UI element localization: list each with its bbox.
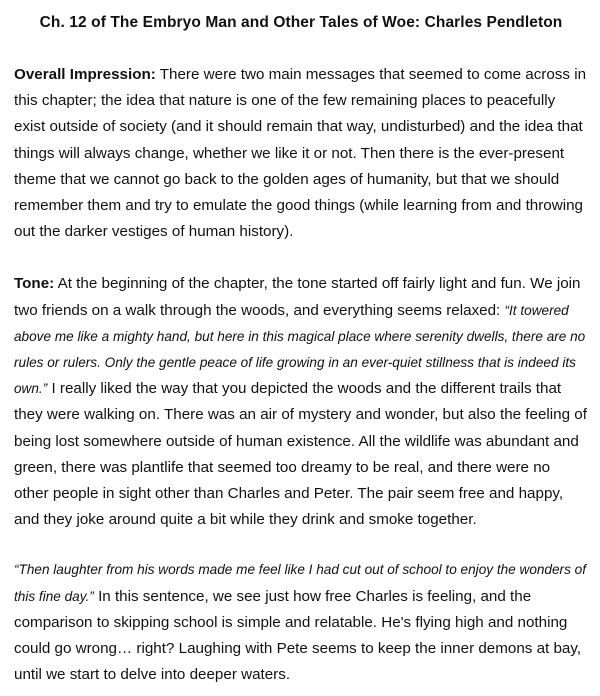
tone-text-after: I really liked the way that you depicted the woods and the different trails that they were walking on. There was an air of mystery and wonder, but also the feeling of being lost somewhere outside of human existence. All the wildlife was abundant and green, there was plantlife that seemed too dreamy to be real, and there were no other people in sight other than Charles and Peter. The pair seem free and happy, and they joke around quite a bit while they drink and smoke together. <box>14 380 587 529</box>
tone-quote: “It towered above me like a mighty hand, but here in this magical place where serenity dwells, there are no rules or rulers. Only the gentle peace of life growing in an ever-quiet stillness that is indeed its own.” <box>14 302 586 397</box>
tone-paragraph <box>14 271 588 533</box>
laughter-text-after: In this sentence, we see just how free Charles is feeling, and the comparison to skipping school is simple and relatable. He's flying high and nothing could go wrong… right? Laughing with Pete seems to keep the inner demons at bay, until we start to delve into deeper waters. <box>14 587 582 684</box>
overall-impression-paragraph <box>14 62 588 245</box>
overall-impression-label: Overall Impression: <box>14 66 156 83</box>
tone-text: At the beginning of the chapter, the tone started off fairly light and fun. We join two friends on a walk through the woods, and everything seems relaxed: <box>14 275 581 319</box>
laughter-paragraph <box>14 557 588 688</box>
document-title: Ch. 12 of The Embryo Man and Other Tales of Woe: Charles Pendleton <box>39 14 563 31</box>
laughter-quote: “Then laughter from his words made me feel like I had cut out of school to enjoy the wonders of this fine day.” <box>14 562 586 604</box>
overall-impression-text: There were two main messages that seemed to come across in this chapter; the idea that nature is one of the few remaining places to peacefully exist outside of society (and it should remain that way, undisturbed) and the idea that things will always change, whether we like it or not. Then there is the ever-present theme that we cannot go back to the golden ages of humanity, but that we should remember them and try to emulate the good things (while learning from and throwing out the darker vestiges of human history). <box>14 66 587 241</box>
tone-label: Tone: <box>14 275 55 293</box>
